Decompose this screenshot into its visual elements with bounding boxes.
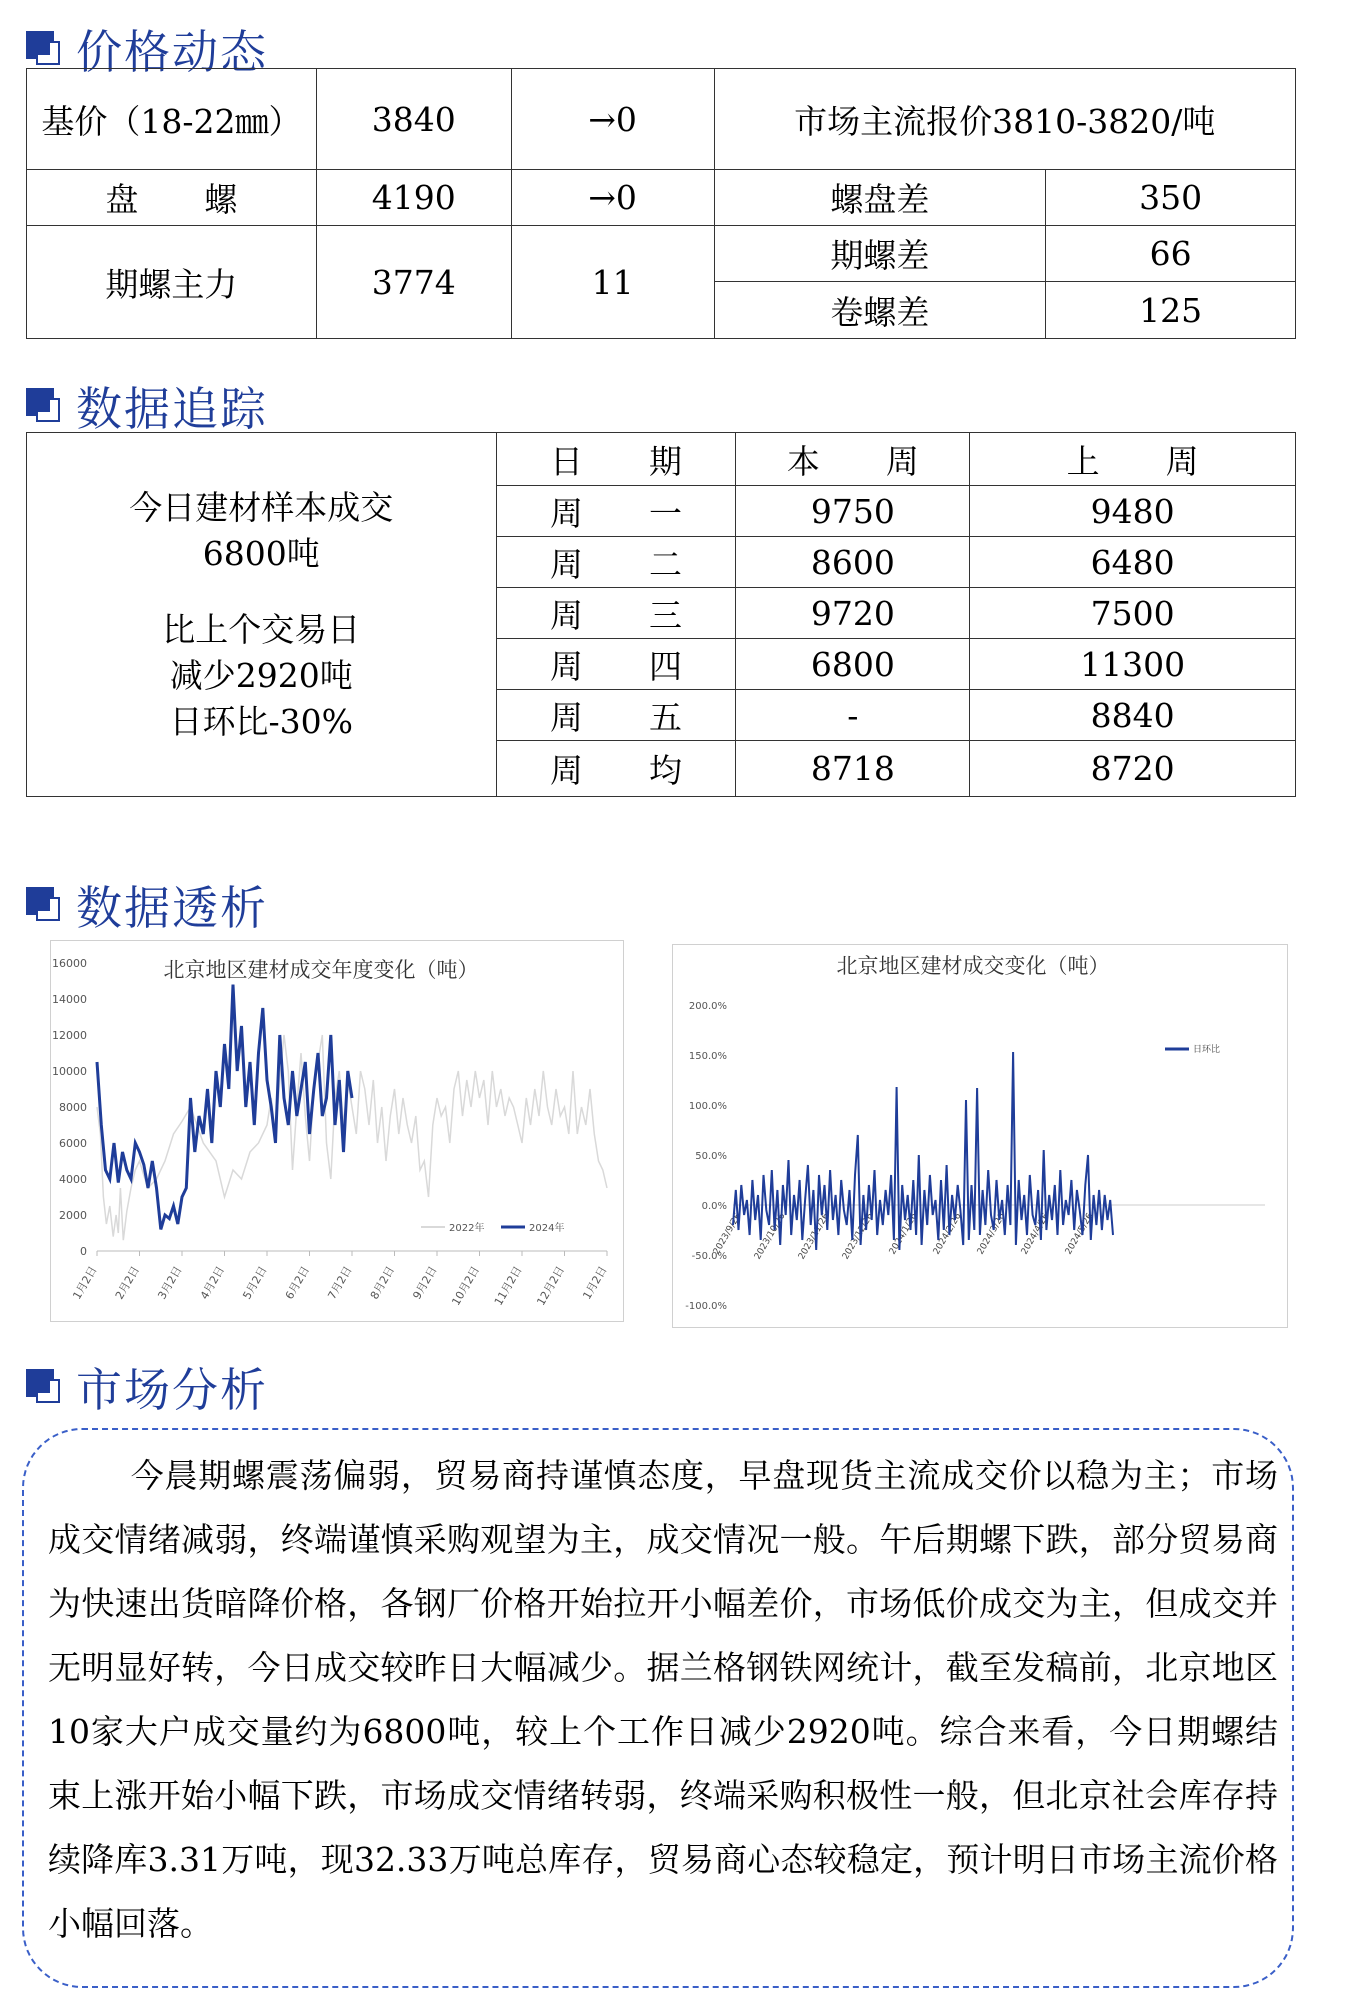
table-row	[27, 69, 1296, 170]
section-title-perspective	[26, 872, 268, 938]
column-header: 日 期	[496, 433, 736, 486]
this-week-cell: 9750	[736, 486, 970, 537]
price-table	[26, 68, 1296, 339]
x-tick-label: 2023/9/26	[711, 1211, 744, 1257]
last-week-cell: 9480	[970, 486, 1296, 537]
x-tick-label: 4月2日	[197, 1264, 228, 1302]
x-tick-label: 2024/1/26	[887, 1211, 920, 1257]
y-tick-label: 0.0%	[701, 1201, 727, 1212]
x-tick-label: 7月2日	[325, 1264, 355, 1302]
x-tick-label: 2023/12/26	[841, 1211, 876, 1262]
legend-label: 2024年	[529, 1223, 565, 1234]
y-tick-label: 150.0%	[688, 1051, 727, 1062]
legend-label: 2022年	[449, 1223, 485, 1234]
price-name: 期螺主力	[27, 226, 317, 339]
summary-line: 比上个交易日	[162, 609, 361, 649]
summary-line: 今日建材样本成交	[129, 487, 394, 527]
x-tick-label: 2023/10/26	[753, 1211, 788, 1262]
this-week-cell: 8600	[736, 537, 970, 588]
spread-label: 期螺差	[714, 226, 1046, 282]
spread-label: 螺盘差	[714, 170, 1046, 226]
x-tick-label: 6月2日	[282, 1264, 313, 1302]
summary-line: 6800吨	[202, 533, 320, 573]
x-tick-label: 5月2日	[240, 1264, 270, 1302]
y-tick-label: 4000	[59, 1173, 87, 1186]
spread-value: 66	[1046, 226, 1296, 282]
y-tick-label: 8000	[59, 1101, 87, 1114]
y-tick-label: 0	[80, 1245, 87, 1258]
table-row	[27, 226, 1296, 282]
x-tick-label: 10月2日	[449, 1264, 483, 1308]
spread-label: 卷螺差	[714, 282, 1046, 339]
price-change: 11	[511, 226, 714, 339]
price-note: 市场主流报价3810-3820/吨	[714, 69, 1296, 170]
x-tick-label: 11月2日	[491, 1264, 525, 1308]
section-bullet-icon	[26, 1369, 62, 1405]
section-bullet-icon	[26, 887, 62, 923]
x-tick-label: 2月2日	[112, 1264, 143, 1302]
spread-value: 350	[1046, 170, 1296, 226]
this-week-cell: 9720	[736, 588, 970, 639]
series-line-ratio	[733, 1052, 1113, 1250]
last-week-cell: 8840	[970, 690, 1296, 741]
last-week-cell: 6480	[970, 537, 1296, 588]
section-title-text: 数据追踪	[76, 382, 268, 436]
day-cell: 周 四	[496, 639, 736, 690]
section-title-text: 价格动态	[76, 25, 268, 79]
price-change: →0	[511, 69, 714, 170]
x-tick-label: 2024/5/26	[1063, 1211, 1096, 1257]
spread-value: 125	[1046, 282, 1296, 339]
price-value: 3840	[316, 69, 511, 170]
x-tick-label: 12月2日	[534, 1264, 568, 1308]
y-tick-label: 100.0%	[688, 1101, 727, 1112]
table-row	[27, 170, 1296, 226]
day-cell: 周 一	[496, 486, 736, 537]
table-header-row	[27, 433, 1296, 486]
y-tick-label: -50.0%	[691, 1251, 727, 1262]
x-tick-label: 8月2日	[367, 1264, 398, 1302]
day-cell: 周 二	[496, 537, 736, 588]
x-tick-label: 2023/11/26	[797, 1211, 832, 1262]
section-bullet-icon	[26, 388, 62, 424]
price-value: 3774	[316, 226, 511, 339]
analysis-text: 今晨期螺震荡偏弱，贸易商持谨慎态度，早盘现货主流成交价以稳为主；市场成交情绪减弱，终端谨慎采购观望为主，成交情况一般。午后期螺下跌，部分贸易商为快速出货暗降价格，各钢厂价格开始拉开小幅差价，市场低价成交为主，但成交并无明显好转，今日成交较昨日大幅减少。据兰格钢铁网统计，截至发稿前，北京地区10家大户成交量约为6800吨，较上个工作日减少2920吨。综合来看，今日期螺结束上涨开始小幅下跌，市场成交情绪转弱，终端采购积极性一般，但北京社会库存持续降库3.31万吨，现32.33万吨总库存，贸易商心态较稳定，预计明日市场主流价格小幅回落。	[48, 1456, 1278, 1943]
x-tick-label: 1月2日	[70, 1264, 100, 1302]
column-header: 本 周	[736, 433, 970, 486]
section-title-text: 数据透析	[76, 881, 268, 935]
day-cell: 周 三	[496, 588, 736, 639]
y-tick-label: 6000	[59, 1137, 87, 1150]
section-bullet-icon	[26, 31, 62, 67]
day-cell: 周 五	[496, 690, 736, 741]
summary-line: 日环比-30%	[169, 701, 354, 741]
y-tick-label: 2000	[59, 1209, 87, 1222]
analysis-paragraph	[48, 1444, 1278, 1956]
this-week-cell: 8718	[736, 741, 970, 797]
annual-chart	[51, 941, 623, 1321]
price-change: →0	[511, 170, 714, 226]
x-tick-label: 2024/3/26	[975, 1211, 1008, 1257]
last-week-cell: 8720	[970, 741, 1296, 797]
y-tick-label: 14000	[52, 993, 87, 1006]
legend-label: 日环比	[1193, 1045, 1221, 1055]
this-week-cell: -	[736, 690, 970, 741]
y-tick-label: 10000	[52, 1065, 87, 1078]
x-tick-label: 1月2日	[580, 1264, 610, 1302]
this-week-cell: 6800	[736, 639, 970, 690]
x-tick-label: 9月2日	[410, 1264, 440, 1302]
series-line-2024	[97, 985, 352, 1230]
last-week-cell: 7500	[970, 588, 1296, 639]
ratio-chart	[673, 945, 1287, 1327]
last-week-cell: 11300	[970, 639, 1296, 690]
y-tick-label: 16000	[52, 957, 87, 970]
y-tick-label: 200.0%	[688, 1001, 727, 1012]
ratio-chart-frame	[672, 944, 1288, 1328]
section-title-tracking	[26, 373, 268, 439]
annual-chart-frame	[50, 940, 624, 1322]
section-title-analysis	[26, 1354, 268, 1420]
x-tick-label: 2024/4/26	[1019, 1211, 1052, 1257]
y-tick-label: 12000	[52, 1029, 87, 1042]
tracking-table	[26, 432, 1296, 797]
section-title-text: 市场分析	[76, 1363, 268, 1417]
y-tick-label: -100.0%	[685, 1301, 727, 1312]
y-tick-label: 50.0%	[695, 1151, 727, 1162]
x-tick-label: 2024/2/26	[931, 1211, 964, 1257]
price-value: 4190	[316, 170, 511, 226]
summary-line: 减少2920吨	[169, 655, 353, 695]
day-cell: 周 均	[496, 741, 736, 797]
price-name: 基价（18-22㎜）	[27, 69, 317, 170]
price-name: 盘 螺	[27, 170, 317, 226]
chart-title: 北京地区建材成交年度变化（吨）	[163, 958, 479, 982]
tracking-summary	[27, 433, 497, 797]
x-tick-label: 3月2日	[155, 1264, 185, 1302]
column-header: 上 周	[970, 433, 1296, 486]
chart-title: 北京地区建材成交变化（吨）	[836, 954, 1110, 978]
